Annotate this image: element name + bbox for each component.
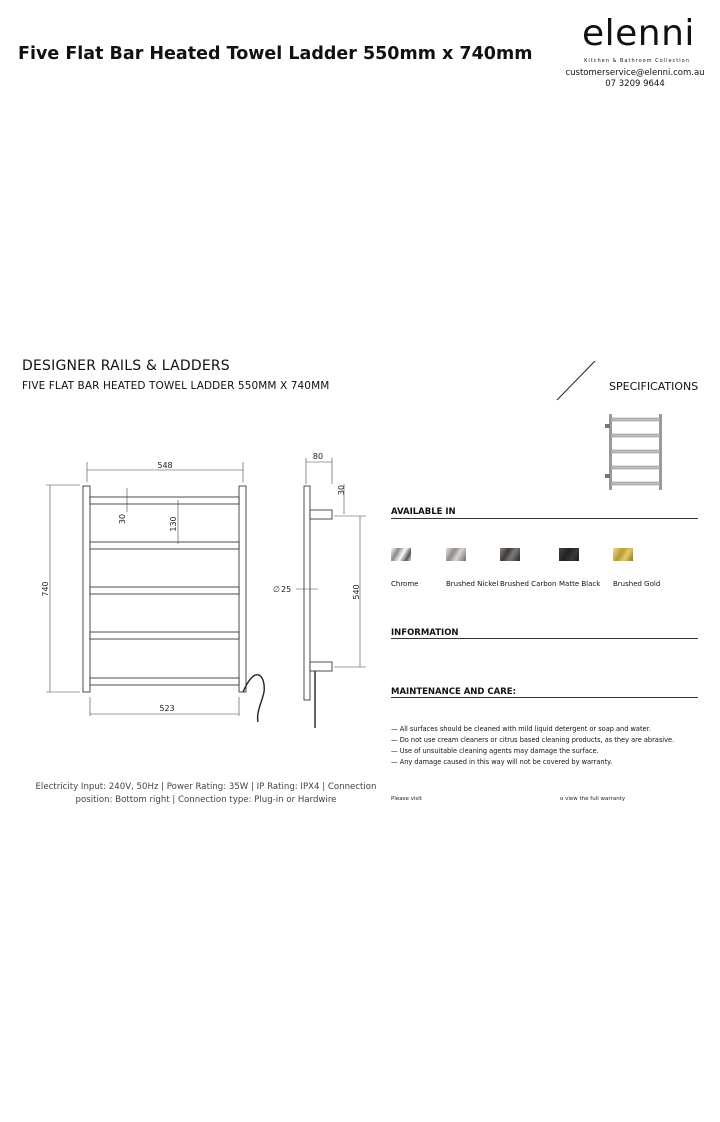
- information-rule: [391, 638, 698, 639]
- information-heading: INFORMATION: [391, 628, 459, 638]
- front-elevation-drawing: [36, 452, 276, 732]
- finish-label-matte-black: Matte Black: [559, 580, 601, 588]
- dim-depth: 80: [312, 452, 324, 461]
- side-elevation-drawing: [262, 448, 372, 732]
- finish-label-brushed-carbon: Brushed Carbon: [500, 580, 557, 588]
- maintenance-rule: [391, 697, 698, 698]
- brand-tagline: Kitchen & Bathroom Collection: [584, 58, 690, 64]
- brand-logo: elenni: [582, 13, 695, 54]
- dim-bar-spacing: 130: [169, 516, 178, 532]
- maintenance-list: [391, 724, 674, 768]
- maintenance-heading: MAINTENANCE AND CARE:: [391, 687, 517, 697]
- electrical-specs: Electricity Input: 240V, 50Hz | Power Rating: 35W | IP Rating: IPX4 | Connection position: Bottom right | Connection type: Plug-in or Hardwire: [35, 782, 377, 805]
- swatch-chrome[interactable]: [391, 548, 411, 561]
- product-thumbnail: [603, 412, 669, 494]
- dim-height: 740: [41, 581, 50, 597]
- maintenance-item: — Any damage caused in this way will not be covered by warranty.: [391, 758, 613, 766]
- specifications-heading: SPECIFICATIONS: [609, 380, 699, 393]
- dim-width-bottom: 523: [159, 704, 175, 713]
- section-heading: DESIGNER RAILS & LADDERS: [22, 358, 230, 374]
- dim-bracket-span: 540: [352, 584, 361, 600]
- swatch-brushed-nickel[interactable]: [446, 548, 466, 561]
- dim-width-top: 548: [157, 461, 173, 470]
- contact-email[interactable]: customerservice@elenni.com.au: [565, 68, 705, 78]
- swatch-matte-black[interactable]: [559, 548, 579, 561]
- dim-pipe-diameter: 25: [281, 585, 292, 594]
- available-in-rule: [391, 518, 698, 519]
- finish-label-chrome: Chrome: [391, 580, 419, 588]
- warranty-text-right[interactable]: o view the full warranty: [560, 796, 626, 802]
- contact-phone[interactable]: 07 3209 9644: [605, 79, 665, 89]
- available-in-heading: AVAILABLE IN: [391, 507, 456, 517]
- section-subheading: FIVE FLAT BAR HEATED TOWEL LADDER 550MM X 740MM: [22, 380, 330, 392]
- warranty-text-left: Please visit: [391, 796, 422, 802]
- dim-bar-gap: 30: [118, 513, 127, 525]
- maintenance-item: — All surfaces should be cleaned with mild liquid detergent or soap and water.: [391, 725, 651, 733]
- swatch-brushed-carbon[interactable]: [500, 548, 520, 561]
- dim-side-offset: 30: [337, 484, 346, 496]
- maintenance-item: — Do not use cream cleaners or citrus based cleaning products, as they are abrasive.: [391, 736, 675, 744]
- dim-pipe-diameter-symbol: ∅: [273, 585, 280, 594]
- product-title: Five Flat Bar Heated Towel Ladder 550mm x 740mm: [18, 44, 533, 64]
- maintenance-item: — Use of unsuitable cleaning agents may damage the surface.: [391, 747, 599, 755]
- divider-slash: [555, 360, 597, 402]
- finish-label-brushed-nickel: Brushed Nickel: [446, 580, 499, 588]
- swatch-brushed-gold[interactable]: [613, 548, 633, 561]
- finish-label-brushed-gold: Brushed Gold: [613, 580, 661, 588]
